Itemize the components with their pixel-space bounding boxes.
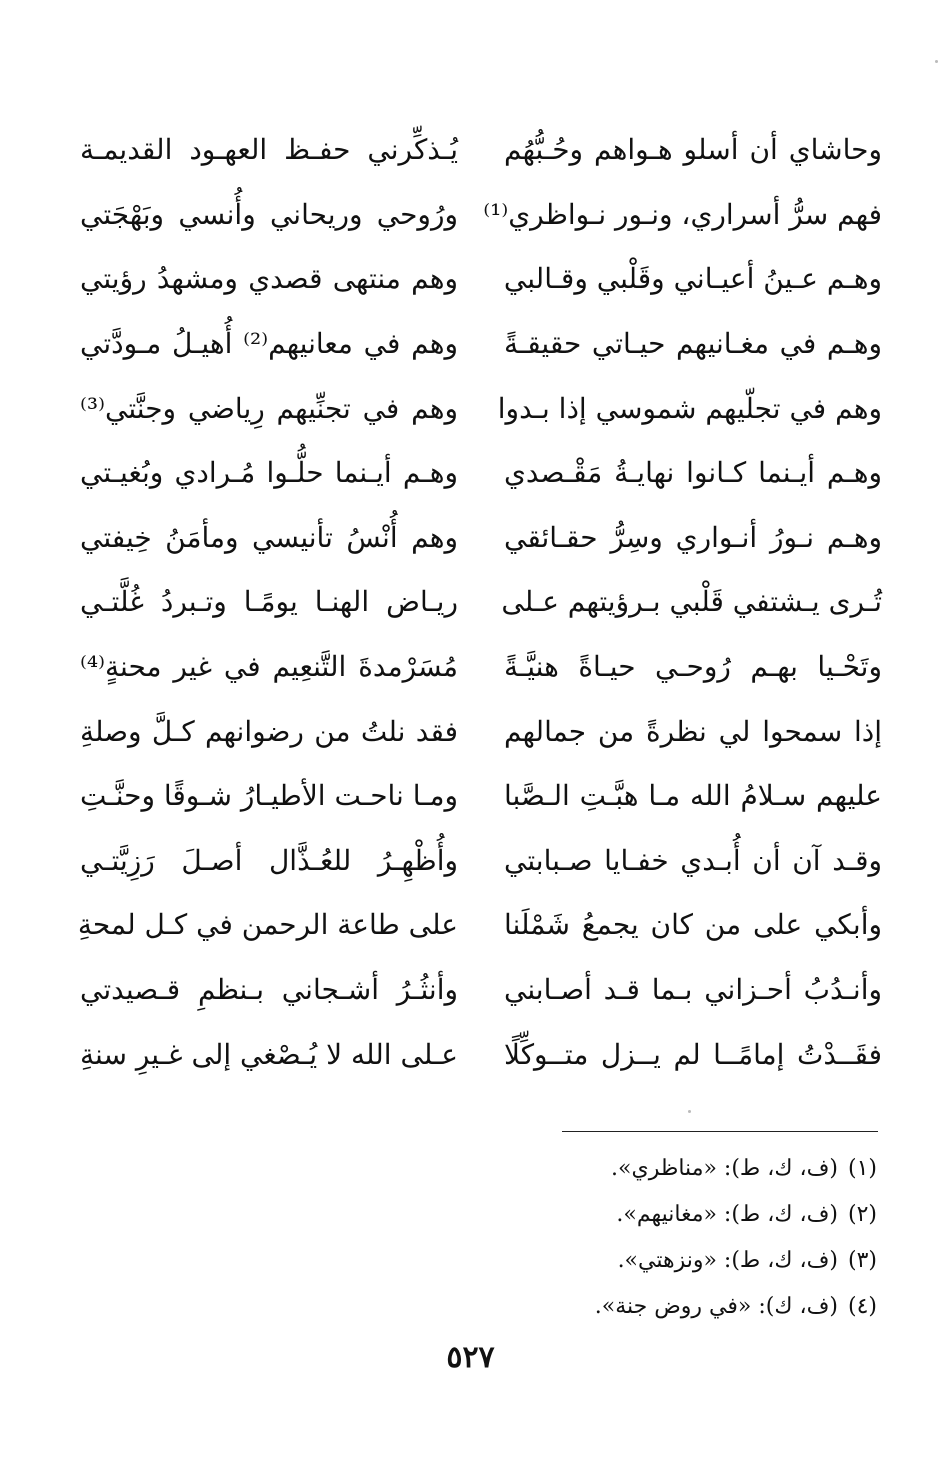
verse-second-hemistich: وهم في معانيهم⁽²⁾ أُهيـلُ مـودَّتي [80, 327, 458, 361]
verse-first-hemistich: وهـم نـورُ أنـواري وسِرُّ حقـائقي [504, 520, 882, 554]
verse-first-hemistich: تُـرى يـشتفي قَلْبي بـرؤيتهم عـلى [501, 585, 882, 619]
verse-second-hemistich: وهم منتهى قصدي ومشهدُ رؤيتي [80, 262, 458, 296]
verse-first-hemistich: إذا سمحوا لي نظرةً من جمالهم [504, 714, 882, 748]
verse-row [70, 893, 882, 958]
footnote-text: (ف، ك، ط): «مغانيهم». [616, 1202, 838, 1227]
footnote-number: (٣) [847, 1248, 877, 1273]
verse-first-hemistich: وهـم أيـنما كـانوا نهايـةُ مَقْـصدي [504, 456, 882, 490]
poem-verses [70, 118, 882, 1087]
scan-speck [935, 60, 938, 63]
verse-first-hemistich: وأبكي على من كان يجمعُ شَمْلَنا [504, 908, 882, 942]
page-number: ٥٢٧ [446, 1340, 495, 1375]
verse-first-hemistich: عليهم سـلامُ الله مـا هبَّـتِ الـصَّبا [504, 779, 882, 813]
verse-first-hemistich: وهم في تجلّيهم شموسي إذا بـدوا [497, 391, 882, 425]
verse-first-hemistich: وأنـدُبُ أحـزاني بـما قـد أصـابني [504, 973, 882, 1007]
verse-second-hemistich: فقد نلتُ من رضوانهم كـلَّ وصلةِ [80, 714, 458, 748]
verse-second-hemistich: وهـم أيـنما حلُّـوا مُـرادي وبُغيـتي [80, 456, 458, 490]
footnotes [457, 1146, 877, 1330]
footnote-number: (٤) [847, 1294, 877, 1319]
verse-second-hemistich: وهم أُنْسُ تأنيسي ومأمَنُ خِيفتي [80, 520, 458, 554]
verse-row [70, 764, 882, 829]
verse-row [70, 570, 882, 635]
footnote-text: (ف، ك، ط): «مناظري». [611, 1156, 838, 1181]
verse-first-hemistich: وهـم عـينُ أعيـاني وقَلْبي وقـالبي [503, 262, 882, 296]
verse-row [70, 506, 882, 571]
verse-second-hemistich: يُـذكِّرني حفـظ العهـود القديمـة [80, 133, 458, 167]
verse-second-hemistich: عـلى الله لا يُـصْغي إلى غـيرِ سنةِ [80, 1037, 458, 1071]
scan-speck [688, 1110, 691, 1113]
footnote [457, 1192, 877, 1238]
verse-row [70, 376, 882, 441]
verse-first-hemistich: وهـم في مغـانيهم حيـاتي حقيقـةً [504, 327, 882, 361]
verse-first-hemistich: وحاشاي أن أسلو هـواهم وحُـبُّهُم [504, 133, 882, 167]
footnote-text: (ف، ك): «في روض جنة». [594, 1294, 838, 1319]
footnote [457, 1238, 877, 1284]
verse-second-hemistich: وأنثُـرُ أشـجاني بـنظمِ قـصيدتي [80, 973, 458, 1007]
verse-row [70, 829, 882, 894]
verse-row [70, 635, 882, 700]
verse-row [70, 699, 882, 764]
verse-row [70, 118, 882, 183]
verse-first-hemistich: وتَحْـيا بهـم رُوحـي حيـاةً هنيَّـةً [504, 650, 882, 684]
verse-row [70, 247, 882, 312]
verse-second-hemistich: وهم في تجنِّيهم رِياضي وجنَّتي⁽³⁾ [80, 391, 458, 425]
footnote-separator [562, 1131, 878, 1132]
verse-second-hemistich: ومـا ناحـت الأطيـارُ شـوقًا وحنَّـتِ [80, 779, 458, 813]
verse-second-hemistich: ريـاض الهنـا يومًـا وتـبردُ غُلَّتـي [80, 585, 458, 619]
verse-second-hemistich: مُسَرْمدةَ التَّنعِيم في غير محنةٍ⁽⁴⁾ [80, 650, 458, 684]
verse-first-hemistich: وقـد آن أن أُبـدي خفـايا صـبابتي [504, 843, 882, 877]
verse-row [70, 312, 882, 377]
verse-second-hemistich: وأُظْهِـرُ للعُـذَّال أصـلَ رَزِيَّتـي [80, 843, 458, 877]
verse-first-hemistich: فقَــدْتُ إمامًــا لم يــزل متــوكِّلًا [504, 1037, 882, 1071]
verse-second-hemistich: على طاعة الرحمن في كـل لمحةِ [77, 908, 458, 942]
footnote [457, 1146, 877, 1192]
verse-first-hemistich: فهم سرُّ أسراري، ونـور نـواظري⁽¹⁾ [483, 197, 882, 231]
verse-second-hemistich: ورُوحي وريحاني وأُنسي وبَهْجَتي [80, 197, 458, 231]
verse-row [70, 958, 882, 1023]
verse-row [70, 183, 882, 248]
verse-row [70, 1022, 882, 1087]
verse-row [70, 441, 882, 506]
footnote [457, 1284, 877, 1330]
footnote-number: (٢) [847, 1202, 877, 1227]
footnote-number: (١) [847, 1156, 877, 1181]
footnote-text: (ف، ك، ط): «ونزهتي». [617, 1248, 838, 1273]
